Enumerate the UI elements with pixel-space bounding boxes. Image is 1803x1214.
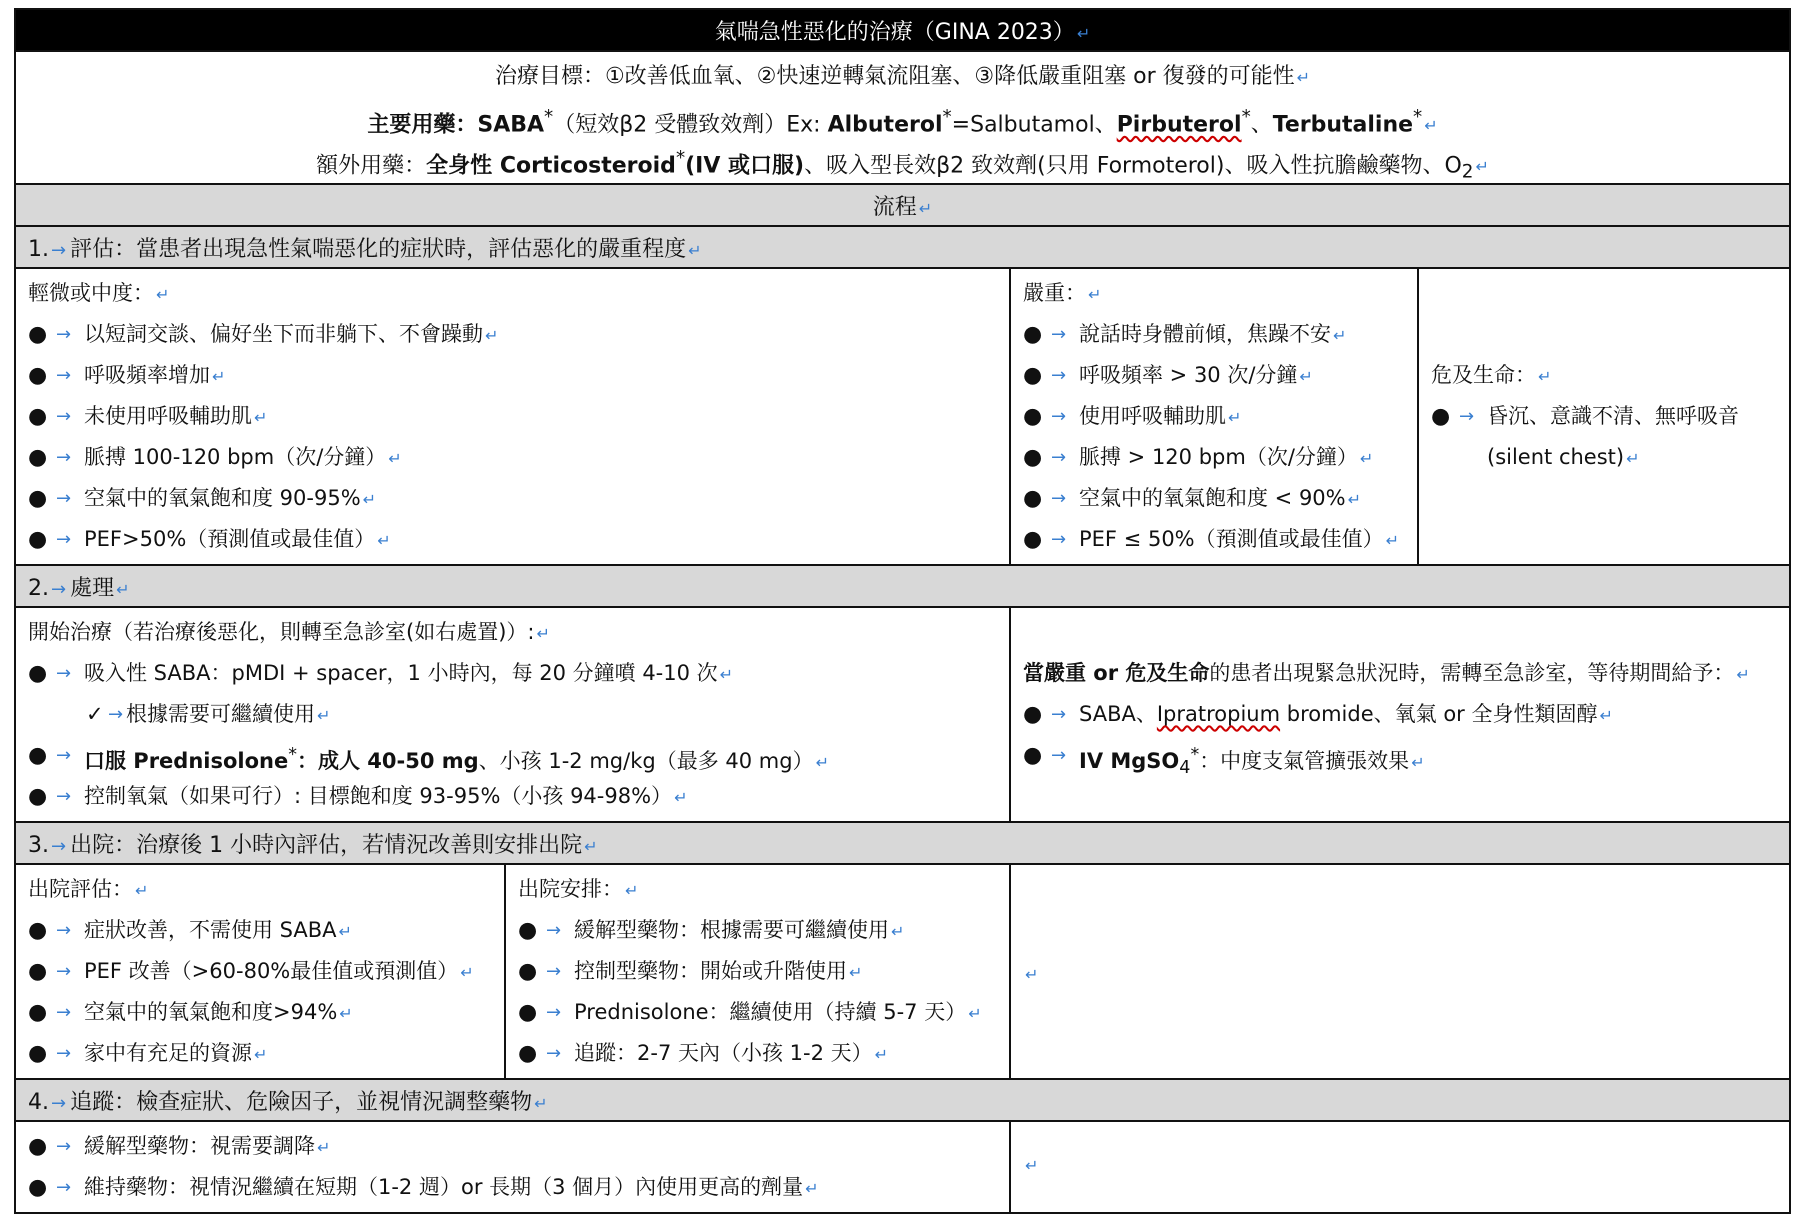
mild-moderate-label: 輕微或中度： ↵ (28, 281, 170, 305)
empty-cell: ↵ (1010, 1121, 1790, 1213)
list-item: ● → SABA、Ipratropium bromide、氧氣 or 全身性類固醇 ↵ (1023, 702, 1613, 727)
list-item: ● → 未使用呼吸輔助肌 ↵ (28, 404, 268, 429)
list-item: ● → 脈搏 100-120 bpm（次/分鐘） ↵ (28, 445, 402, 470)
asthma-treatment-table (14, 8, 1791, 1214)
list-item: ● → 維持藥物：視情況繼續在短期（1-2 週）or 長期（3 個月）內使用更高的劑量 ↵ (28, 1175, 819, 1200)
initial-treatment-intro: 開始治療（若治療後惡化，則轉至急診室(如右處置)）: ↵ (28, 620, 550, 644)
list-item: ● → 控制型藥物：開始或升階使用 ↵ (518, 959, 863, 984)
list-item: ● → 控制氧氣（如果可行）: 目標飽和度 93-95%（小孩 94-98%） ↵ (28, 784, 688, 809)
main-drug-line: 主要用藥：SABA*（短效β2 受體致效劑）Ex: Albuterol*=Salbutamol、Pirbuterol*、Terbutaline* ↵ (367, 107, 1438, 138)
list-item: ● → PEF>50%（預測值或最佳值） ↵ (28, 527, 391, 552)
list-item: ● → 使用呼吸輔助肌 ↵ (1023, 404, 1242, 429)
check-icon: ✓ (86, 702, 104, 726)
table-title: 氣喘急性惡化的治療（GINA 2023） ↵ (15, 9, 1790, 51)
list-item: ● → 空氣中的氧氣飽和度 < 90% ↵ (1023, 486, 1362, 511)
list-item: ● → 緩解型藥物：根據需要可繼續使用 ↵ (518, 918, 905, 943)
severe-cell (1010, 268, 1418, 565)
list-item: ● → 呼吸頻率增加 ↵ (28, 363, 226, 388)
list-item: ● → PEF 改善（>60-80%最佳值或預測值） ↵ (28, 959, 474, 984)
list-item-continued: (silent chest) ↵ (1487, 445, 1640, 469)
list-item: ● → 追蹤：2-7 天內（小孩 1-2 天） ↵ (518, 1041, 889, 1066)
flow-header: 流程 ↵ (15, 184, 1790, 226)
empty-cell: ↵ (1010, 864, 1790, 1079)
treatment-goal-line: 治療目標：①改善低血氧、②快速逆轉氣流阻塞、③降低嚴重阻塞 or 復發的可能性 ↵ (494, 64, 1311, 89)
life-threatening-cell (1418, 268, 1790, 565)
emergency-intro: 當嚴重 or 危及生命的患者出現緊急狀況時，需轉至急診室，等待期間給予： ↵ (1023, 661, 1750, 685)
life-threatening-label: 危及生命： ↵ (1431, 363, 1552, 387)
list-item: ● → 呼吸頻率 > 30 次/分鐘 ↵ (1023, 363, 1313, 388)
list-item: ● → 緩解型藥物：視需要調降 ↵ (28, 1134, 331, 1159)
discharge-evaluation-label: 出院評估： ↵ (28, 877, 149, 901)
section-1-header: 1. → 評估：當患者出現急性氣喘惡化的症狀時，評估惡化的嚴重程度 ↵ (15, 226, 1790, 268)
title-text: 氣喘急性惡化的治療（GINA 2023） (714, 19, 1075, 45)
goals-cell (15, 51, 1790, 184)
discharge-plan-cell (505, 864, 1010, 1079)
list-item: ● → 說話時身體前傾，焦躁不安 ↵ (1023, 322, 1347, 347)
list-item: ● → 脈搏 > 120 bpm（次/分鐘） ↵ (1023, 445, 1374, 470)
sub-list-item: ✓ → 根據需要可繼續使用 ↵ (28, 694, 997, 735)
list-item: ● → 症狀改善，不需使用 SABA ↵ (28, 918, 352, 943)
section-2-header: 2. → 處理 ↵ (15, 565, 1790, 607)
follow-up-cell (15, 1121, 1010, 1213)
list-item: ● → 空氣中的氧氣飽和度>94% ↵ (28, 1000, 353, 1025)
emergency-treatment-cell (1010, 607, 1790, 822)
list-item: ● → 家中有充足的資源 ↵ (28, 1041, 268, 1066)
severe-label: 嚴重： ↵ (1023, 281, 1102, 305)
list-item: ● → 昏沉、意識不清、無呼吸音 (1431, 404, 1739, 429)
list-item: ● → 以短詞交談、偏好坐下而非躺下、不會躁動 ↵ (28, 322, 499, 347)
list-item: ● → 口服 Prednisolone*：成人 40-50 mg、小孩 1-2 mg/kg（最多 40 mg） ↵ (28, 743, 829, 773)
section-3-header: 3. → 出院：治療後 1 小時內評估，若情況改善則安排出院 ↵ (15, 822, 1790, 864)
list-item: ● → IV MgSO$_4$*：中度支氣管擴張效果 ↵ (1023, 743, 1425, 776)
extra-drug-line: 額外用藥：全身性 Corticosteroid*(IV 或口服)、吸入型長效β2 致效劑(只用 Formoterol)、吸入性抗膽鹼藥物、$O_2$ ↵ (316, 148, 1489, 183)
list-item: ● → Prednisolone：繼續使用（持續 5-7 天） ↵ (518, 1000, 982, 1025)
list-item: ● → 吸入性 SABA：pMDI + spacer，1 小時內，每 20 分鐘噴 4-10 次 ↵ (28, 661, 734, 686)
list-item: ● → PEF ≤ 50%（預測值或最佳值） ↵ (1023, 527, 1400, 552)
section-4-header: 4. → 追蹤：檢查症狀、危險因子，並視情況調整藥物 ↵ (15, 1079, 1790, 1121)
document-page (14, 8, 1789, 1214)
initial-treatment-cell (15, 607, 1010, 822)
discharge-plan-label: 出院安排： ↵ (518, 877, 639, 901)
discharge-evaluation-cell (15, 864, 505, 1079)
list-item: ● → 空氣中的氧氣飽和度 90-95% ↵ (28, 486, 377, 511)
mild-moderate-cell (15, 268, 1010, 565)
